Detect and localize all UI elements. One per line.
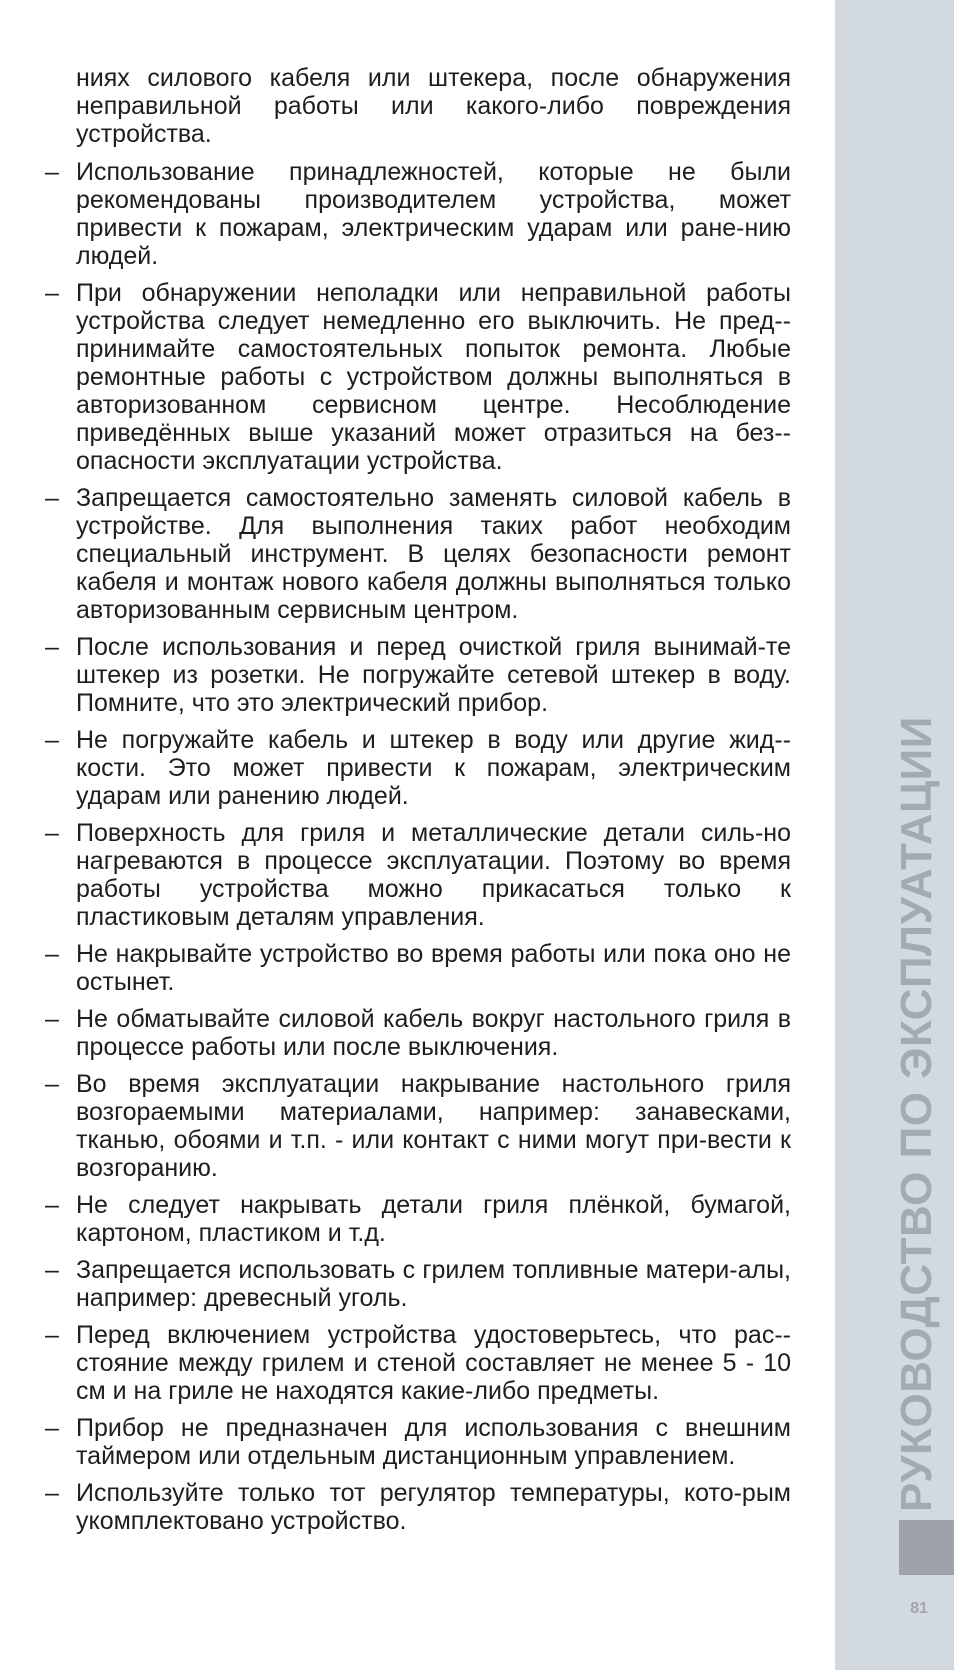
bullet-item — [45, 1479, 791, 1535]
bullet-item — [45, 1005, 791, 1061]
paragraph-text: При обнаружении неполадки или неправильной работы устройства следует немедленно его выключить. Не пред-принимайте самостоятельных попыток ремонта. Любые ремонтные работы с устройством должны выполняться в авторизованном сервисном центре. Несоблюдение приведённых выше указаний может отразиться на без-опасности эксплуатации устройства. — [76, 279, 791, 475]
bullet-dash: – — [45, 1479, 59, 1507]
bullet-item — [45, 279, 791, 475]
bullet-item — [45, 1414, 791, 1470]
sidebar-band — [835, 0, 954, 1670]
paragraph-text: После использования и перед очисткой гриля вынимай-те штекер из розетки. Не погружайте сетевой штекер в воду. Помните, что это электрический прибор. — [76, 633, 791, 717]
bullet-item — [45, 726, 791, 810]
paragraph-text: Не погружайте кабель и штекер в воду или другие жид-кости. Это может привести к пожарам, электрическим ударам или ранению людей. — [76, 726, 791, 810]
bullet-item — [45, 158, 791, 270]
bullet-item — [45, 819, 791, 931]
paragraph-text: Не следует накрывать детали гриля плёнкой, бумагой, картоном, пластиком и т.д. — [76, 1191, 791, 1247]
bullet-dash: – — [45, 1005, 59, 1033]
paragraph-text: Прибор не предназначен для использования с внешним таймером или отдельным дистанционным управлением. — [76, 1414, 791, 1470]
bullet-item — [45, 1191, 791, 1247]
bullet-item — [45, 1321, 791, 1405]
instructions-body — [45, 64, 791, 1544]
paragraph-text: Не накрывайте устройство во время работы или пока оно не остынет. — [76, 940, 791, 996]
paragraph-text: Поверхность для гриля и металлические детали силь-но нагреваются в процессе эксплуатации. Поэтому во время работы устройства можно прикасаться только к пластиковым деталям управления. — [76, 819, 791, 931]
bullet-item — [45, 633, 791, 717]
paragraph-text: Перед включением устройства удостоверьтесь, что рас-стояние между грилем и стеной составляет не менее 5 - 10 см и на гриле не находятся какие-либо предметы. — [76, 1321, 791, 1405]
bullet-dash: – — [45, 484, 59, 512]
bullet-item — [45, 484, 791, 624]
sidebar-marker-block — [899, 1520, 954, 1575]
paragraph-text: Использование принадлежностей, которые не были рекомендованы производителем устройства, может привести к пожарам, электрическим ударам или ране-нию людей. — [76, 158, 791, 270]
bullet-dash: – — [45, 633, 59, 661]
page-number: 81 — [910, 1600, 928, 1617]
bullet-dash: – — [45, 1191, 59, 1219]
bullet-dash: – — [45, 1321, 59, 1349]
bullet-dash: – — [45, 1070, 59, 1098]
bullet-item — [45, 1256, 791, 1312]
section-title-vertical: РУКОВОДСТВО ПО ЭКСПЛУАТАЦИИ — [892, 716, 941, 1512]
paragraph-text: Запрещается использовать с грилем топливные матери-алы, например: древесный уголь. — [76, 1256, 791, 1312]
bullet-dash: – — [45, 1256, 59, 1284]
bullet-dash: – — [45, 940, 59, 968]
bullet-item — [45, 1070, 791, 1182]
bullet-item — [45, 940, 791, 996]
paragraph-text: Не обматывайте силовой кабель вокруг настольного гриля в процессе работы или после выключения. — [76, 1005, 791, 1061]
paragraph-text: Используйте только тот регулятор температуры, кото-рым укомплектовано устройство. — [76, 1479, 791, 1535]
paragraph-continuation — [45, 64, 791, 148]
bullet-dash: – — [45, 279, 59, 307]
bullet-dash: – — [45, 726, 59, 754]
bullet-dash: – — [45, 819, 59, 847]
paragraph-text: Во время эксплуатации накрывание настольного гриля возгораемыми материалами, например: занавесками, тканью, обоями и т.п. - или контакт с ними могут при-вести к возгоранию. — [76, 1070, 791, 1182]
paragraph-text: Запрещается самостоятельно заменять силовой кабель в устройстве. Для выполнения таких работ необходим специальный инструмент. В целях безопасности ремонт кабеля и монтаж нового кабеля должны выполняться только авторизованным сервисным центром. — [76, 484, 791, 624]
bullet-dash: – — [45, 1414, 59, 1442]
bullet-dash: – — [45, 158, 59, 186]
paragraph-text: ниях силового кабеля или штекера, после обнаружения неправильной работы или какого-либо повреждения устройства. — [76, 64, 791, 148]
